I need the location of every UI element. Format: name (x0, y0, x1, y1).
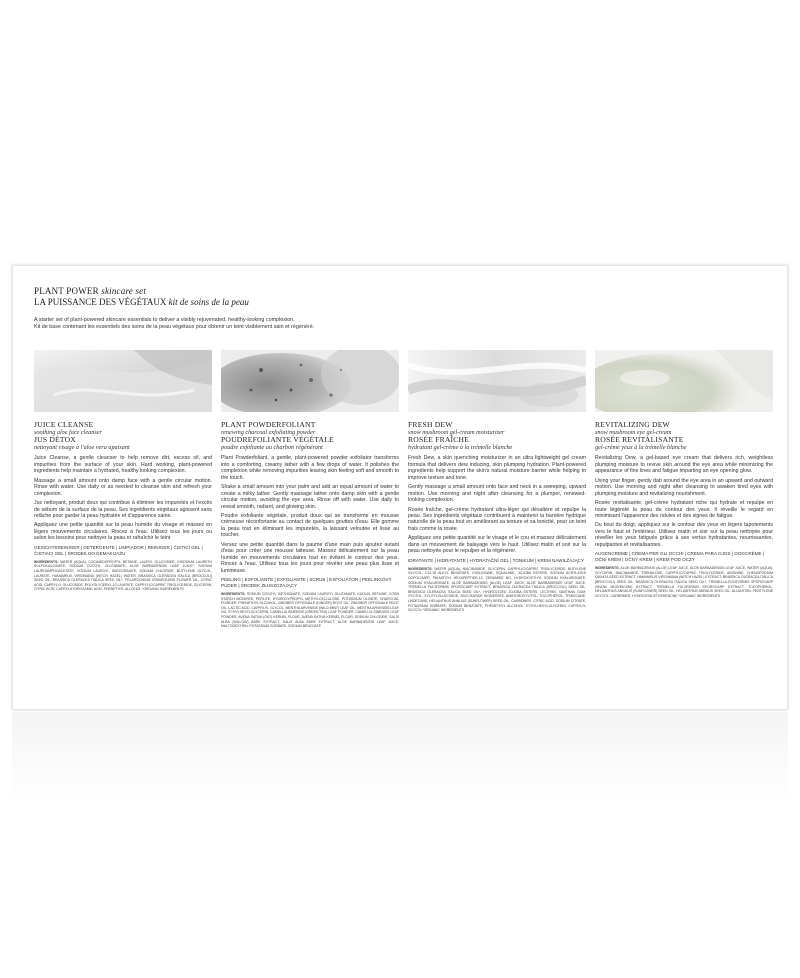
powder-texture-image (221, 350, 399, 412)
product-description: Plant Powderfoliant, a gentle, plant-powered powder exfoliator transforms into a comforting, creamy lather with a few drops of water. It polishes the complexion while removing impurities leaving skin feeling soft and smooth to the touch. Shake a small amount into your palm and add an equal amount of water to create a milky lather. Gently massage lather onto damp skin with a gentle circular motion, avoiding the eye area. Rinse off with water. Use daily to reveal smooth, radiant, and glowing skin. Poudre exfoliante végétale, produit doux qui se transforme en mousse crémeuse réconfortante au contact de quelques gouttes d'eau. Elle gomme la peau tout en éliminant les impuretés, la laissant veloutée et lisse au toucher. Versez une petite quantité dans la paume d'une main puis ajoutez autant d'eau pour créer une mousse laiteuse. Massez délicatement sur la peau humide en mouvements circulaires tout en évitant le contour des yeux. Rincez à l'eau. Utilisez tous les jours pour révéler une peau plus lisse et lumineuse. (221, 455, 399, 574)
title-english: PLANT POWER skincare set (34, 286, 147, 296)
product-name-fr: ROSÉE FRAÎCHE (408, 435, 470, 445)
product-subtitle-fr: nettoyant visage à l'aloe vera apaisant (34, 444, 130, 452)
intro-text: A starter set of plant-powered skincare essentials to deliver a visibly rejuvenated, healthy-looking complexion. Kit de base contenant les essentiels des soins de la peau végétaux pour obtenir un teint visiblement sain et régénéré. (34, 317, 315, 331)
product-subtitle-en: snow mushroom eye gel-cream (595, 429, 672, 437)
product-juice-cleanse (34, 350, 212, 592)
product-subtitle-fr: hydratant gel-crème à la trémelle blanche (408, 444, 513, 452)
product-plant-powderfoliant (221, 350, 399, 629)
product-insert-card (12, 265, 788, 710)
ingredients-list: INGREDIENTS: WATER (AQUA), NIACINAMIDE, GLYCERIN, CAPRYLIC/CAPRIC TRIGLYCERIDE, BUTYLENE GLYCOL, C12-15 ALKYL BENZOATE, DISILOXANE, SQUALANE, JOJOBA ESTERS, SODIUM ACRYLATES COPOLYMER, PALMITOYL HEXAPEPTIDE-12, CERAMIDE NG, HYDROXYETHYL SODIUM HYALURONATE, SODIUM HYALURONATE, ALOE BARBADENSIS (ALOE) LEAF JUICE, ALOE BARBADENSIS LEAF JUICE, TREMELLA FUCIFORMIS SPOROCARP EXTRACT, BRASSICA OLERACEA ITALICA (BROCCOLI) SEED OIL, BRASSICA OLERACEA ITALICA SEED OIL*, HYDROLYZED JOJOBA ESTERS, LECITHIN, XANTHAN GUM, XYLITOL, XYLITYLGLUCOSIDE, SACCHARIDE ISOMERATE, ANHYDROXYLITOL, TOCOPHEROL, TRIDECANE, UNDECANE, HELIANTHUS ANNUUS (SUNFLOWER) SEED OIL, CARBOMER, CITRIC ACID, SODIUM CITRATE, POTASSIUM SORBATE, SODIUM BENZOATE, PHENETHYL ALCOHOL, ETHYLHEXYLGLYCERIN, CAPRYLYL GLYCOL *ORGANIC INGREDIENTS (408, 566, 586, 613)
ingredients-list: INGREDIENTS: SODIUM COCOYL ISETHIONATE, SODIUM LAUROYL GLUTAMATE, KAOLIN, BETAINE, CORN STARCH MODIFIED, PERLITE, HYDROXYPROPYL METHYLCELLULOSE, POTASSIUM OLIVATE, CHARCOAL POWDER, PHENETHYL ALCOHOL, ZINGIBER OFFICINALE (GINGER) ROOT OIL, ZINGIBER OFFICINALE ROOT OIL, LACTIC ACID, CAPRYLYL GLYCOL, MENTHA ARVENSIS (WILD MINT) LEAF OIL, MENTHA ARVENSIS LEAF OIL, ETHYLHEXYLGLYCERIN, CAMELLIA SINENSIS (GREEN TEA) LEAF POWDER, CAMELLIA SINENSIS LEAF POWDER, AVENA SATIVA (OAT) KERNEL FLOUR, AVENA SATIVA KERNEL FLOUR, SODIUM CHLORIDE, SALIX ALBA (WILLOW) BARK EXTRACT, SALIX ALBA BARK EXTRACT, ALOE BARBADENSIS LEAF JUICE, MALTODEXTRIN, POTASSIUM SORBATE, SODIUM BENZOATE (221, 592, 399, 629)
product-columns (34, 350, 774, 700)
eye-gel-texture-image (595, 350, 773, 412)
product-name-en: PLANT POWDERFOLIANT (221, 420, 316, 429)
product-name-en: REVITALIZING DEW (595, 420, 670, 429)
gel-cream-texture-image (408, 350, 586, 412)
product-subtitle-en: soothing aloe face cleanser (34, 429, 102, 437)
product-name-fr: POUDREFOLIANTE VÉGÉTALE (221, 435, 334, 445)
ingredients-list: INGREDIENTS: WATER (AQUA), COCAMIDOPROPYL BETAINE, LAURYL GLUCOSIDE, DISODIUM LAURETH SULFOSUCCINATE, SODIUM COCOYL GLUTAMATE, ALOE BARBADENSIS LEAF JUICE*, SODIUM LAUROAMPHOACETATE, SODIUM LAUROYL SARCOSINATE, SODIUM CHLORIDE, BUTYLENE GLYCOL, LAURATE, HAMAMELIS VIRGINIANA (WITCH HAZEL) WATER, BRASSICA OLERACEA ITALICA (BROCCOLI) SEED OIL, BRASSICA OLERACEA ITALICA SEED OIL*, PELARGONIUM GRAVEOLENS FLOWER OIL, CITRIC ACID, CAPRYLYL GLUCOSIDE, POLYGLYCERYL-10 LAURATE, CAPRYLIC/CAPRIC TRIGLYCERIDE, GLYCERIN, CITRIC ACID, CAPRYLHYDROXAMIC ACID, PHENETHYL ALCOHOL *ORGANIC INGREDIENTS (34, 559, 212, 592)
translations-tags: PEELING | ESFOLIANTE | EXFOLIANTE | SCRUB | EXFOLIÁTOR | PEELINGOVÝ PÚDER | ŚRODEK ZŁUSZCZAJĄCY (221, 577, 392, 589)
card-reflection (12, 712, 788, 802)
product-subtitle-en: renewing charcoal exfoliating powder (221, 429, 316, 437)
insert-header (34, 286, 774, 331)
cleanser-texture-image (34, 350, 212, 412)
ingredients-list: INGREDIENTS: ALOE BARBADENSIS (ALOE) LEAF JUICE, ALOE BARBADENSIS LEAF JUICE, WATER (AQUA), GLYCERIN, NIACINAMIDE, TREHALOSE, CAPRYLIC/CAPRIC TRIGLYCERIDE, ARGININE, CHENOPODIUM QUINOA SEED EXTRACT, HAMAMELIS VIRGINIANA (WITCH HAZEL) EXTRACT, BRASSICA OLERACEA ITALICA (BROCCOLI) SEED OIL, BRASSICA OLERACEA ITALICA SEED OIL*, TREMELLA FUCIFORMIS SPOROCARP (SNOW MUSHROOM) EXTRACT, TREMELLA FUCIFORMIS SPOROCARP EXTRACT, TOCOPHEROL, HELIANTHUS ANNUUS (SUNFLOWER) SEED OIL, HELIANTHUS ANNUUS SEED OIL, ALLANTOIN, PENTYLENE GLYCOL, CARBOMER, HYDROXYACETOPHENONE *ORGANIC INGREDIENTS (595, 566, 773, 598)
product-subtitle-en: snow mushroom gel-cream moisturizer (408, 429, 505, 437)
product-fresh-dew (408, 350, 586, 613)
product-name-fr: JUS DÉTOX (34, 435, 76, 445)
product-revitalizing-dew (595, 350, 773, 598)
product-name-en: FRESH DEW (408, 420, 453, 429)
product-name-fr: ROSÉE REVITALISANTE (595, 435, 684, 445)
product-subtitle-fr: poudre exfoliante au charbon régénérant (221, 444, 323, 452)
translations-tags: GESICHTSREINIGER | DETERGENTE | LIMPIADOR | REINIGER | ČISTICÍ GEL | ČISTIACI GEL | ŚRODEK DO DEMAKIJAŻU (34, 544, 203, 556)
product-name-en: JUICE CLEANSE (34, 420, 94, 429)
product-description: Revitalizing Dew, a gel-based eye cream that delivers rich, weightless plumping moisture to revive skin around the eye area while minimizing the appearance of fine lines and fatigue imparting an eye opening glow. Using your finger, gently dab around the eye area in an upward and outward motion. Use morning and night after cleansing to awaken tired eyes with plumping moisture and revitalizing nourishment. Rosée revitalisante, gel-crème hydratant riche qui hydrate et repulpe en toute légèreté la peau du contour des yeux. Il réveille le regard en minimisant l'apparence des ridules et des signes de fatigue. Du bout du doigt, appliquez sur le contour des yeux en légers tapotements vers le haut et l'extérieur. Utilisez matin et soir sur la peau nettoyée pour réveiller les yeux fatigués grâce à ses vertus hydratantes, nourrissantes, repulpantes et revitalisantes. (595, 455, 773, 548)
title-french: LA PUISSANCE DES VÉGÉTAUX kit de soins de la peau (34, 297, 249, 307)
translations-tags: AUGENCREME | CREMA PER GLI OCCHI | CREMA PARA OJOS | OOGCRÈME | OČNÍ KRÉM | OČNÝ KRÉM | KREM POD OCZY (595, 551, 765, 563)
product-description: Fresh Dew, a skin quenching moisturizer in an ultra lightweight gel cream formula that delivers dew inducing, skin plumping hydration. Plant-powered ingredients help support the skin's natural moisture barrier while helping to improve texture and tone. Gently massage a small amount onto face and neck in a sweeping, upward motion. Use morning and night after cleansing for a plumper, renewed-looking complexion. Rosée fraîche, gel-crème hydratant ultra-léger qui désaltère et repulpe la peau. Ses ingrédients végétaux contribuent à maintenir la barrière hydrique naturelle de la peau tout en améliorant sa texture et sa tonicité, pour un teint frais comme la rosée. Appliquez une petite quantité sur le visage et le cou et massez délicatement dans un mouvement de balayage vers le haut. Utilisez matin et soir sur la peau nettoyée pour le repulper et la régénérer. (408, 455, 586, 555)
product-description: Juice Cleanse, a gentle cleanser to help remove dirt, excess oil, and impurities from the surface of your skin. Hard working, plant-powered ingredients help maintain a hydrated, healthy looking complexion. Massage a small amount onto damp face with a gentle circular motion. Rinse with water. Use daily or as needed to cleanse skin and refresh your complexion. Jus nettoyant, produit doux qui contribue à éliminer les impuretés et l'excès de sébum de la surface de la peau. Ses ingrédients végétaux agissent sans relâche pour garder la peau hydratée et d'apparence saine. Appliquez une petite quantité sur la peau humide du visage et massez en légers mouvements circulaires. Rincez à l'eau. Utilisez tous les jours ou selon les besoins pour nettoyer la peau et rafraîchir le teint (34, 455, 212, 542)
product-subtitle-fr: gel-crème yeux à la trémelle blanche (595, 444, 687, 452)
translations-tags: IDRATANTE | HIDRATANTE | HYDRATAČNÍ GEL | TONIKUM | KREM NAWILŻAJĄCY (408, 557, 585, 563)
